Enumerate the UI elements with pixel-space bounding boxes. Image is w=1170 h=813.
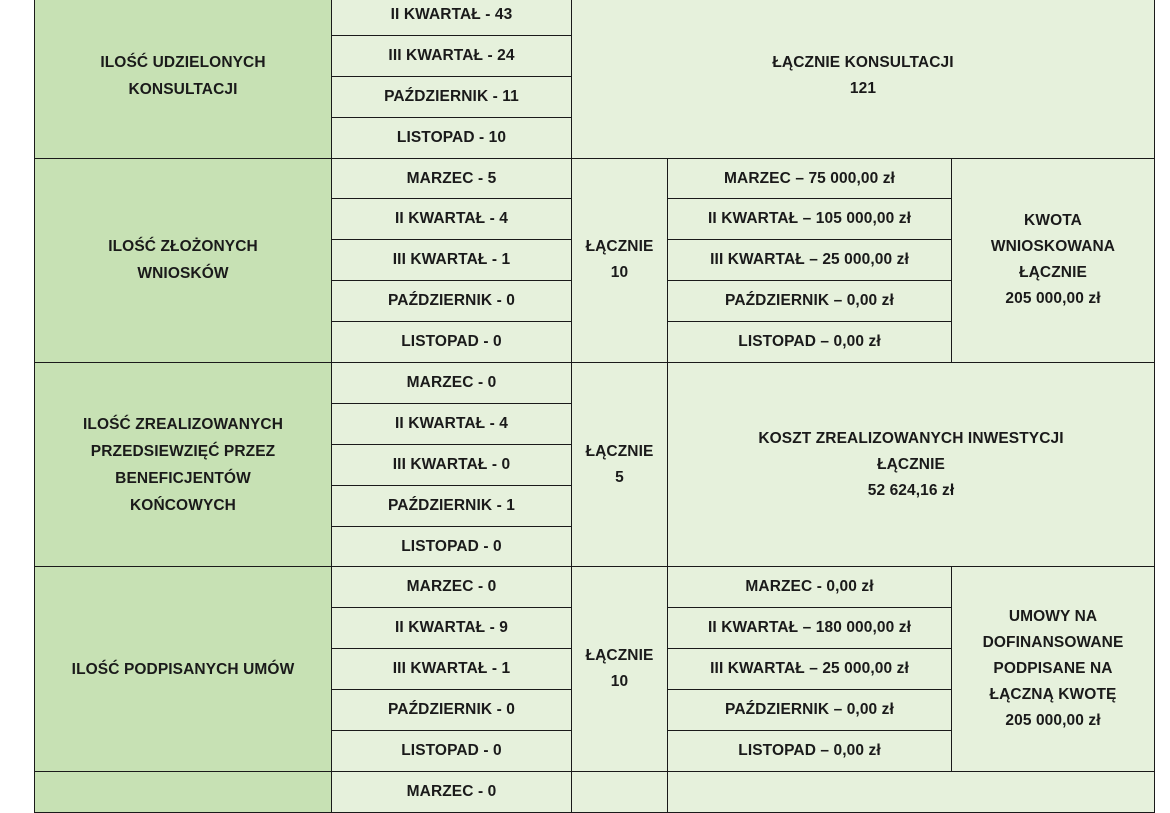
count-cell: II KWARTAŁ - 4 [332,199,572,240]
count-cell: II KWARTAŁ - 9 [332,608,572,649]
amount-cell: II KWARTAŁ – 180 000,00 zł [668,608,952,649]
amount-cell: PAŹDZIERNIK – 0,00 zł [668,690,952,731]
amount-cell: PAŹDZIERNIK – 0,00 zł [668,281,952,322]
count-cell: LISTOPAD - 10 [332,117,572,158]
applications-total-cell: ŁĄCZNIE 10 [572,158,668,362]
count-cell: MARZEC - 0 [332,363,572,404]
agreements-total-cell: ŁĄCZNIE 10 [572,567,668,771]
row-header-next-section [35,771,332,812]
applications-amount-total-cell: KWOTA WNIOSKOWANA ŁĄCZNIE 205 000,00 zł [952,158,1155,362]
count-cell: PAŹDZIERNIK - 0 [332,690,572,731]
amount-cell: LISTOPAD – 0,00 zł [668,731,952,772]
next-total-cell [572,771,668,812]
count-cell: MARZEC - 5 [332,158,572,199]
consultations-total-cell: ŁĄCZNIE KONSULTACJI 121 [572,0,1155,158]
row-header-consultations: ILOŚĆ UDZIELONYCH KONSULTACJI [35,0,332,158]
table-row [35,0,1155,35]
projects-total-cell: ŁĄCZNIE 5 [572,363,668,567]
next-summary-cell [668,771,1155,812]
count-cell: MARZEC - 0 [332,771,572,812]
amount-cell: MARZEC – 75 000,00 zł [668,158,952,199]
amount-cell: III KWARTAŁ – 25 000,00 zł [668,649,952,690]
row-header-completed-projects: ILOŚĆ ZREALIZOWANYCH PRZEDSIEWZIĘĆ PRZEZ BENEFICJENTÓW KOŃCOWYCH [35,363,332,567]
count-cell: II KWARTAŁ - 4 [332,403,572,444]
amount-cell: II KWARTAŁ – 105 000,00 zł [668,199,952,240]
table-row [35,567,1155,608]
count-cell: PAŹDZIERNIK - 11 [332,76,572,117]
count-cell: III KWARTAŁ - 0 [332,444,572,485]
count-cell: LISTOPAD - 0 [332,731,572,772]
count-cell: PAŹDZIERNIK - 1 [332,485,572,526]
summary-table [34,0,1155,813]
count-cell: PAŹDZIERNIK - 0 [332,281,572,322]
count-cell: LISTOPAD - 0 [332,322,572,363]
count-cell: LISTOPAD - 0 [332,526,572,567]
projects-cost-total-cell: KOSZT ZREALIZOWANYCH INWESTYCJI ŁĄCZNIE 52 624,16 zł [668,363,1155,567]
row-header-signed-agreements: ILOŚĆ PODPISANYCH UMÓW [35,567,332,771]
count-cell: II KWARTAŁ - 43 [332,0,572,35]
count-cell: III KWARTAŁ - 24 [332,35,572,76]
table-row [35,363,1155,404]
amount-cell: LISTOPAD – 0,00 zł [668,322,952,363]
agreements-amount-total-cell: UMOWY NA DOFINANSOWANE PODPISANE NA ŁĄCZNĄ KWOTĘ 205 000,00 zł [952,567,1155,771]
row-header-applications: ILOŚĆ ZŁOŻONYCH WNIOSKÓW [35,158,332,362]
count-cell: MARZEC - 0 [332,567,572,608]
count-cell: III KWARTAŁ - 1 [332,649,572,690]
count-cell: III KWARTAŁ - 1 [332,240,572,281]
amount-cell: MARZEC - 0,00 zł [668,567,952,608]
table-row [35,771,1155,812]
table-row [35,158,1155,199]
amount-cell: III KWARTAŁ – 25 000,00 zł [668,240,952,281]
